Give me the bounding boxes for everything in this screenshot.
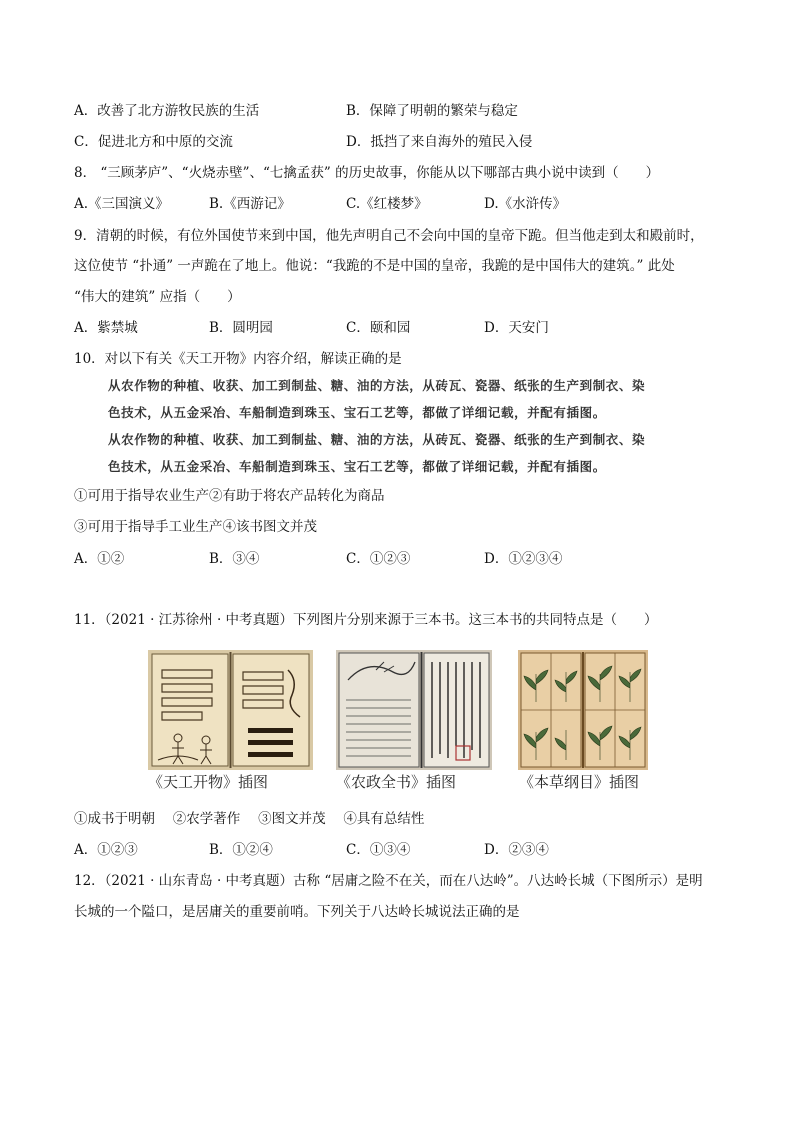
q11-stem: 11．（2021 · 江苏徐州 · 中考真题）下列图片分别来源于三本书。这三本书的共同特点是（ ） <box>74 612 658 628</box>
q12-stem-line-2: 长城的一个隘口，是居庸关的重要前哨。下列关于八达岭长城说法正确的是 <box>74 904 520 920</box>
q8-option-d[interactable]: D.《水浒传》 <box>484 196 567 212</box>
q9-stem-line-2: 这位使节 “扑通” 一声跪在了地上。他说：“我跪的不是中国的皇帝，我跪的是中国伟大的建筑。” 此处 <box>74 258 675 274</box>
q11-option-d[interactable]: D．②③④ <box>484 842 549 858</box>
q8-stem: 8． “三顾茅庐”、“火烧赤壁”、“七擒孟获” 的历史故事，你能从以下哪部古典小说中读到（ ） <box>74 165 660 181</box>
q10-statements-line-1: ①可用于指导农业生产②有助于将农产品转化为商品 <box>74 488 385 504</box>
tiangong-kaiwu-illustration <box>148 650 313 770</box>
q11-option-a[interactable]: A．①②③ <box>74 842 138 858</box>
q8-option-a[interactable]: A.《三国演义》 <box>74 196 170 212</box>
nongzheng-quanshu-caption: 《农政全书》插图 <box>336 773 457 791</box>
q10-passage-line-1: 从农作物的种植、收获、加工到制盐、糖、油的方法，从砖瓦、瓷器、纸张的生产到制衣、染 <box>108 378 646 393</box>
q11-option-b[interactable]: B．①②④ <box>209 842 273 858</box>
q7-option-a[interactable]: A．改善了北方游牧民族的生活 <box>74 103 260 119</box>
q10-option-a[interactable]: A．①② <box>74 551 125 567</box>
q10-passage-line-2: 色技术，从五金采冶、车船制造到珠玉、宝石工艺等，都做了详细记载，并配有插图。 <box>108 405 606 420</box>
q9-stem-line-1: 9．清朝的时候，有位外国使节来到中国，他先声明自己不会向中国的皇帝下跪。但当他走到太和殿前时， <box>74 228 704 244</box>
q8-option-b[interactable]: B.《西游记》 <box>209 196 291 212</box>
q9-option-a[interactable]: A．紫禁城 <box>74 320 138 336</box>
q10-option-c[interactable]: C．①②③ <box>346 551 411 567</box>
nongzheng-quanshu-illustration <box>336 650 492 770</box>
tiangong-kaiwu-caption: 《天工开物》插图 <box>148 773 269 791</box>
q7-option-b[interactable]: B．保障了明朝的繁荣与稳定 <box>346 103 518 119</box>
bencao-gangmu-caption: 《本草纲目》插图 <box>519 773 640 791</box>
q11-option-c[interactable]: C．①③④ <box>346 842 411 858</box>
q9-option-c[interactable]: C．颐和园 <box>346 320 411 336</box>
q10-statements-line-2: ③可用于指导手工业生产④该书图文并茂 <box>74 519 317 535</box>
q7-option-d[interactable]: D．抵挡了来自海外的殖民入侵 <box>346 134 533 150</box>
q10-option-b[interactable]: B．③④ <box>209 551 260 567</box>
q9-stem-line-3: “伟大的建筑” 应指（ ） <box>74 289 241 305</box>
q10-passage-line-3: 从农作物的种植、收获、加工到制盐、糖、油的方法，从砖瓦、瓷器、纸张的生产到制衣、染 <box>108 432 646 447</box>
q10-option-d[interactable]: D．①②③④ <box>484 551 563 567</box>
q9-option-d[interactable]: D．天安门 <box>484 320 549 336</box>
q9-option-b[interactable]: B．圆明园 <box>209 320 273 336</box>
q10-passage-line-4: 色技术，从五金采冶、车船制造到珠玉、宝石工艺等，都做了详细记载，并配有插图。 <box>108 459 606 474</box>
q10-stem: 10．对以下有关《天工开物》内容介绍，解读正确的是 <box>74 351 402 367</box>
bencao-gangmu-illustration <box>518 650 648 770</box>
q7-option-c[interactable]: C．促进北方和中原的交流 <box>74 134 233 150</box>
q8-option-c[interactable]: C.《红楼梦》 <box>346 196 428 212</box>
q12-stem-line-1: 12．（2021 · 山东青岛 · 中考真题）古称 “居庸之险不在关，而在八达岭”。八达岭长城（下图所示）是明 <box>74 873 703 889</box>
q11-statements: ①成书于明朝 ②农学著作 ③图文并茂 ④具有总结性 <box>74 811 425 827</box>
